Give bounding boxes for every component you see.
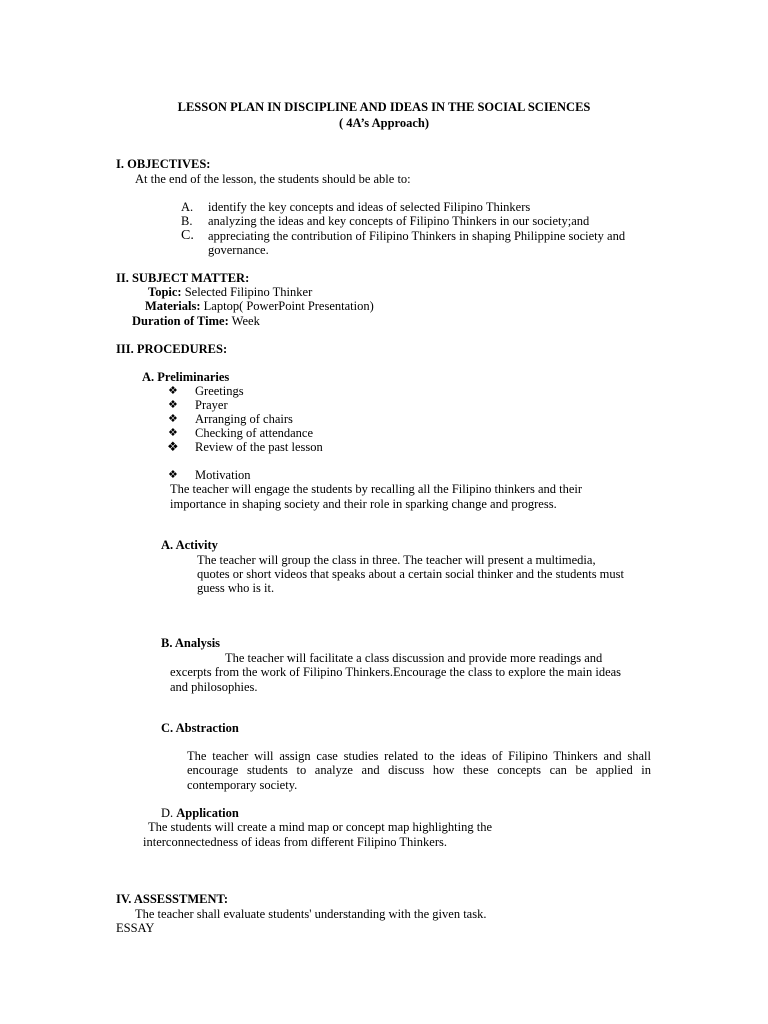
duration-value: Week: [231, 314, 260, 328]
preliminaries-heading: A. Preliminaries: [142, 370, 230, 384]
assessment-task: ESSAY: [116, 921, 155, 935]
motivation-text: The teacher will engage the students by recalling all the Filipino thinkers and their: [170, 482, 583, 496]
diamond-bullet-icon: ❖: [168, 385, 178, 397]
activity-text: The teacher will group the class in three. The teacher will present a multimedia,: [197, 553, 596, 567]
assessment-heading: IV. ASSESSTMENT:: [116, 892, 229, 906]
duration-label: Duration of Time:: [132, 314, 229, 328]
diamond-bullet-icon: ❖: [168, 399, 178, 411]
analysis-text-end: and philosophies.: [170, 680, 258, 694]
diamond-bullet-icon: ❖: [167, 439, 179, 454]
diamond-bullet-icon: ❖: [168, 469, 178, 481]
application-text: The students will create a mind map or concept map highlighting the: [148, 820, 493, 834]
abstraction-text: The teacher will assign case studies related to the ideas of Filipino Thinkers and shall: [187, 749, 651, 763]
activity-text-end: guess who is it.: [197, 581, 275, 595]
activity-text-continued: quotes or short videos that speaks about a certain social thinker and the students must: [197, 567, 624, 581]
materials-line: [145, 299, 374, 313]
abstraction-text-continued: encourage students to analyze and discuss how these concepts can be applied in: [187, 763, 651, 777]
application-prefix: D.: [161, 806, 174, 820]
analysis-text-continued: excerpts from the work of Filipino Thinkers.Encourage the class to explore the main ideas: [170, 665, 622, 679]
analysis-heading: B. Analysis: [161, 636, 221, 650]
preliminary-item: Checking of attendance: [195, 426, 314, 440]
materials-label: Materials:: [145, 299, 201, 313]
topic-line: [148, 285, 312, 299]
motivation-label: Motivation: [195, 468, 251, 482]
objective-item-c-continued: governance.: [208, 243, 269, 257]
subject-matter-heading: II. SUBJECT MATTER:: [116, 271, 250, 285]
abstraction-text-end: contemporary society.: [187, 778, 298, 792]
diamond-bullet-icon: ❖: [168, 413, 178, 425]
assessment-text: The teacher shall evaluate students' understanding with the given task.: [135, 907, 487, 921]
application-text-continued: interconnectedness of ideas from different Filipino Thinkers.: [143, 835, 447, 849]
analysis-text: The teacher will facilitate a class discussion and provide more readings and: [225, 651, 603, 665]
application-heading: Application: [176, 806, 239, 820]
procedures-heading: III. PROCEDURES:: [116, 342, 228, 356]
preliminary-item: Arranging of chairs: [195, 412, 293, 426]
objective-marker-a: A.: [181, 200, 194, 214]
preliminary-item: Greetings: [195, 384, 244, 398]
duration-line: [132, 314, 260, 328]
objective-marker-c: C.: [181, 228, 194, 243]
topic-value: Selected Filipino Thinker: [184, 285, 313, 299]
motivation-text-continued: importance in shaping society and their role in sparking change and progress.: [170, 497, 557, 511]
objectives-intro: At the end of the lesson, the students should be able to:: [135, 172, 411, 186]
preliminary-item: Prayer: [195, 398, 228, 412]
application-heading-line: [161, 806, 239, 820]
document-title: LESSON PLAN IN DISCIPLINE AND IDEAS IN THE SOCIAL SCIENCES: [177, 100, 591, 114]
abstraction-heading: C. Abstraction: [161, 721, 239, 735]
activity-heading: A. Activity: [161, 538, 218, 552]
objective-item-b: analyzing the ideas and key concepts of Filipino Thinkers in our society;and: [208, 214, 590, 228]
diamond-bullet-icon: ❖: [168, 427, 178, 439]
materials-value: Laptop( PowerPoint Presentation): [203, 299, 374, 313]
objectives-heading: I. OBJECTIVES:: [116, 157, 211, 171]
topic-label: Topic:: [148, 285, 182, 299]
document-subtitle: ( 4A’s Approach): [338, 116, 430, 130]
objective-item-a: identify the key concepts and ideas of selected Filipino Thinkers: [208, 200, 531, 214]
objective-marker-b: B.: [181, 214, 193, 228]
objective-item-c: appreciating the contribution of Filipino Thinkers in shaping Philippine society and: [208, 229, 626, 243]
preliminary-item: Review of the past lesson: [195, 440, 323, 454]
